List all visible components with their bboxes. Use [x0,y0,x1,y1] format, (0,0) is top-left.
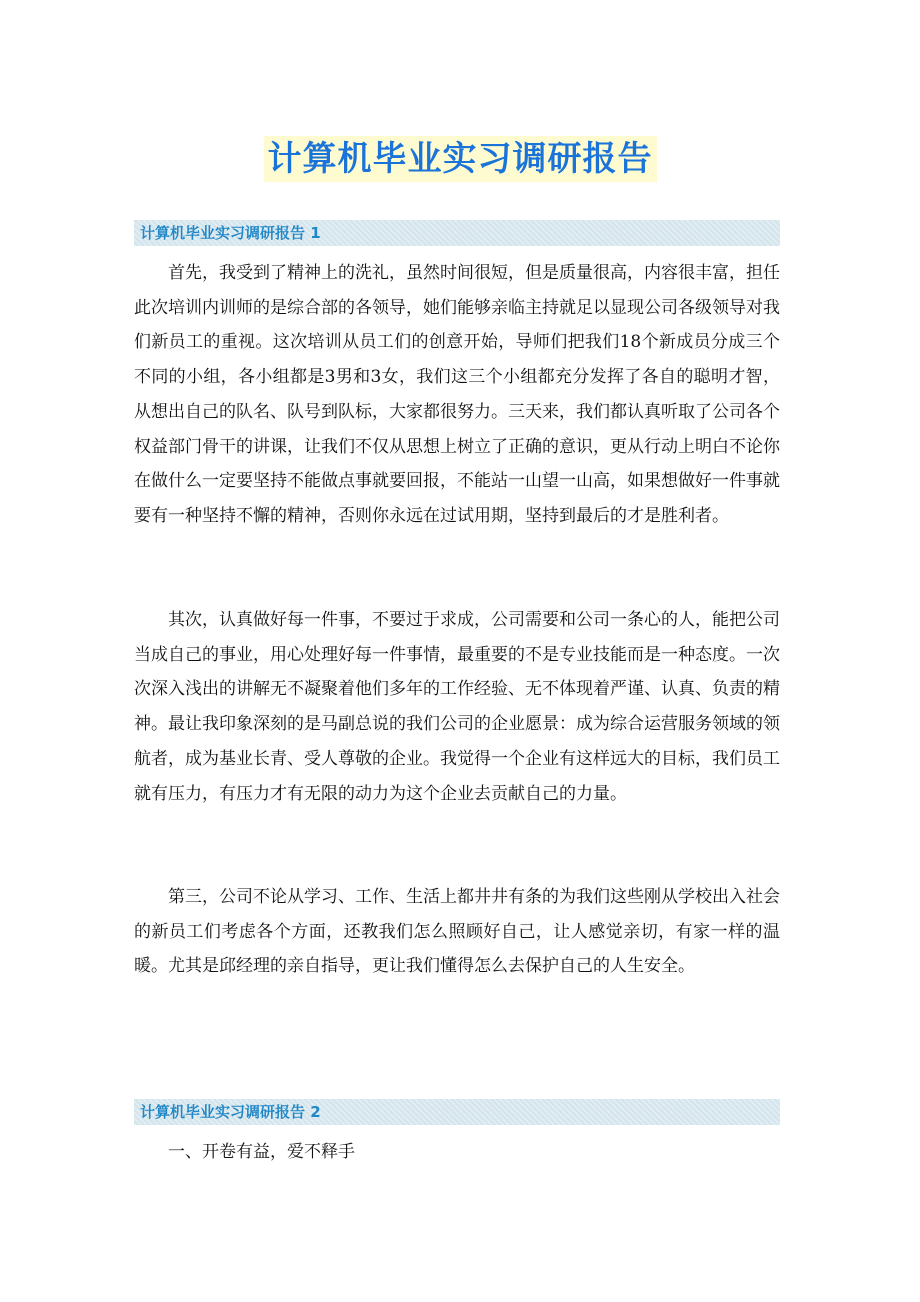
document-title-wrap [0,136,920,182]
section-1-paragraph-2: 其次，认真做好每一件事，不要过于求成，公司需要和公司一条心的人，能把公司当成自己的事业，用心处理好每一件事情，最重要的不是专业技能而是一种态度。一次次深入浅出的讲解无不凝聚着他们多年的工作经验、无不体现着严谨、认真、负责的精神。最让我印象深刻的是马副总说的我们公司的企业愿景：成为综合运营服务领域的领航者，成为基业长青、受人尊敬的企业。我觉得一个企业有这样远大的目标，我们员工就有压力，有压力才有无限的动力为这个企业去贡献自己的力量。 [134,610,780,804]
section-1-paragraph-1: 首先，我受到了精神上的洗礼，虽然时间很短，但是质量很高，内容很丰富，担任此次培训内训师的是综合部的各领导，她们能够亲临主持就足以显现公司各级领导对我们新员工的重视。这次培训从员工们的创意开始，导师们把我们18个新成员分成三个不同的小组，各小组都是3男和3女，我们这三个小组都充分发挥了各自的聪明才智，从想出自己的队名、队号到队标，大家都很努力。三天来，我们都认真听取了公司各个权益部门骨干的讲课，让我们不仅从思想上树立了正确的意识，更从行动上明白不论你在做什么一定要坚持不能做点事就要回报，不能站一山望一山高，如果想做好一件事就要有一种坚持不懈的精神，否则你永远在过试用期，坚持到最后的才是胜利者。 [134,263,780,526]
section-1-paragraph-3: 第三，公司不论从学习、工作、生活上都井井有条的为我们这些刚从学校出入社会的新员工们考虑各个方面，还教我们怎么照顾好自己，让人感觉亲切，有家一样的温暖。尤其是邱经理的亲自指导，更让我们懂得怎么去保护自己的人生安全。 [134,887,780,977]
section-2-heading: 计算机毕业实习调研报告 2 [134,1099,780,1125]
section-1-heading: 计算机毕业实习调研报告 1 [134,220,780,246]
document-title: 计算机毕业实习调研报告 [264,136,657,182]
section-2-paragraph-1: 一、开卷有益，爱不释手 [168,1142,355,1162]
